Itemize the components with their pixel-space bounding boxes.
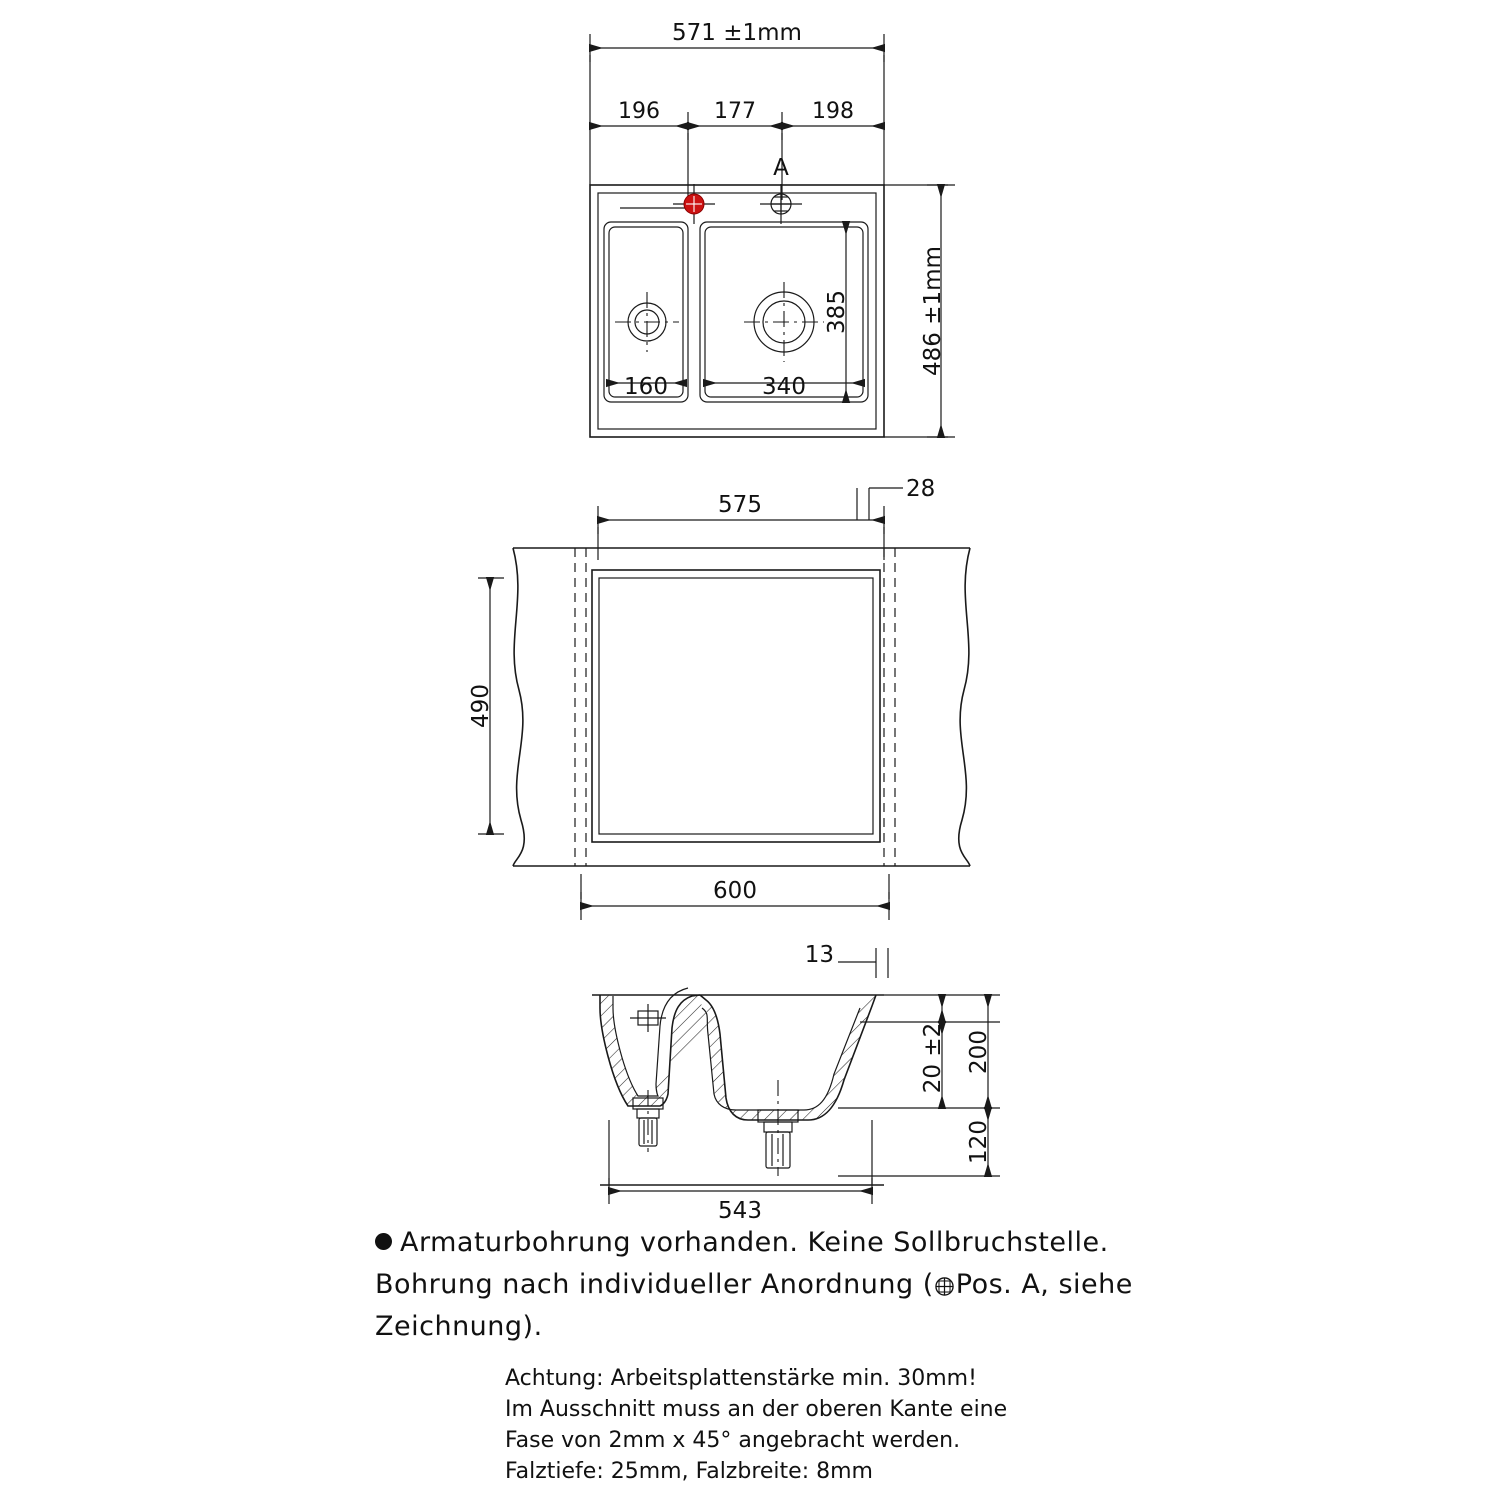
dim-label-overall-depth: 486 ±1mm [920, 246, 946, 376]
label-position-a: A [773, 155, 789, 181]
dim-label-seg-left: 196 [618, 99, 660, 124]
dim-label-bowl-depth: 385 [824, 290, 850, 334]
dim-label-bowl-small-width: 160 [624, 374, 668, 400]
grid-marker-icon [935, 1277, 954, 1296]
attention-line-3: Fase von 2mm x 45° angebracht werden. [505, 1428, 961, 1453]
dim-label-overall-width: 571 ±1mm [672, 20, 802, 46]
tap-hole-position-a-marker [760, 184, 802, 224]
attention-note [505, 1363, 1205, 1487]
dim-segments [590, 112, 884, 200]
attention-line-1: Achtung: Arbeitsplattenstärke min. 30mm! [505, 1366, 977, 1391]
attention-line-4: Falztiefe: 25mm, Falzbreite: 8mm [505, 1459, 873, 1484]
dim-label-wall-thickness: 13 [804, 942, 834, 968]
dim-label-seg-right: 198 [812, 99, 854, 124]
dim-wall-thickness-13 [838, 948, 888, 978]
worktop-cutout-view-group [468, 476, 970, 920]
drain-assembly-large [758, 1080, 798, 1176]
bullet-note [375, 1222, 1215, 1348]
dim-label-base-width: 543 [718, 1198, 762, 1224]
bullet-note-line2a: Bohrung nach individueller Anordnung ( [375, 1269, 934, 1300]
dim-label-rim-height: 20 ±2 [920, 1022, 946, 1094]
bullet-note-line2b: Pos. A, siehe [955, 1269, 1133, 1300]
bullet-note-line1: Armaturbohrung vorhanden. Keine Sollbruchstelle. [400, 1227, 1109, 1258]
dim-label-seg-mid: 177 [714, 99, 756, 124]
dim-label-bowl-depth-large: 200 [966, 1030, 992, 1074]
bullet-dot-icon [375, 1233, 392, 1250]
section-view-group [592, 942, 1000, 1224]
top-view-group [590, 20, 955, 437]
dim-label-cabinet-width: 600 [713, 878, 757, 904]
dim-label-bowl-depth-small: 120 [966, 1120, 992, 1164]
dim-label-edge-distance: 28 [906, 476, 936, 502]
tap-hole-existing-marker [673, 184, 715, 224]
dim-label-cutout-depth: 490 [468, 684, 494, 728]
dim-base-width-543 [600, 1120, 884, 1204]
section-tap-hole-marker [630, 1004, 666, 1032]
dim-label-cutout-width: 575 [718, 492, 762, 518]
dim-label-bowl-large-width: 340 [762, 374, 806, 400]
dim-edge-28 [857, 488, 903, 520]
attention-line-2: Im Ausschnitt muss an der oberen Kante eine [505, 1397, 1008, 1422]
bullet-note-line3: Zeichnung). [375, 1311, 543, 1342]
